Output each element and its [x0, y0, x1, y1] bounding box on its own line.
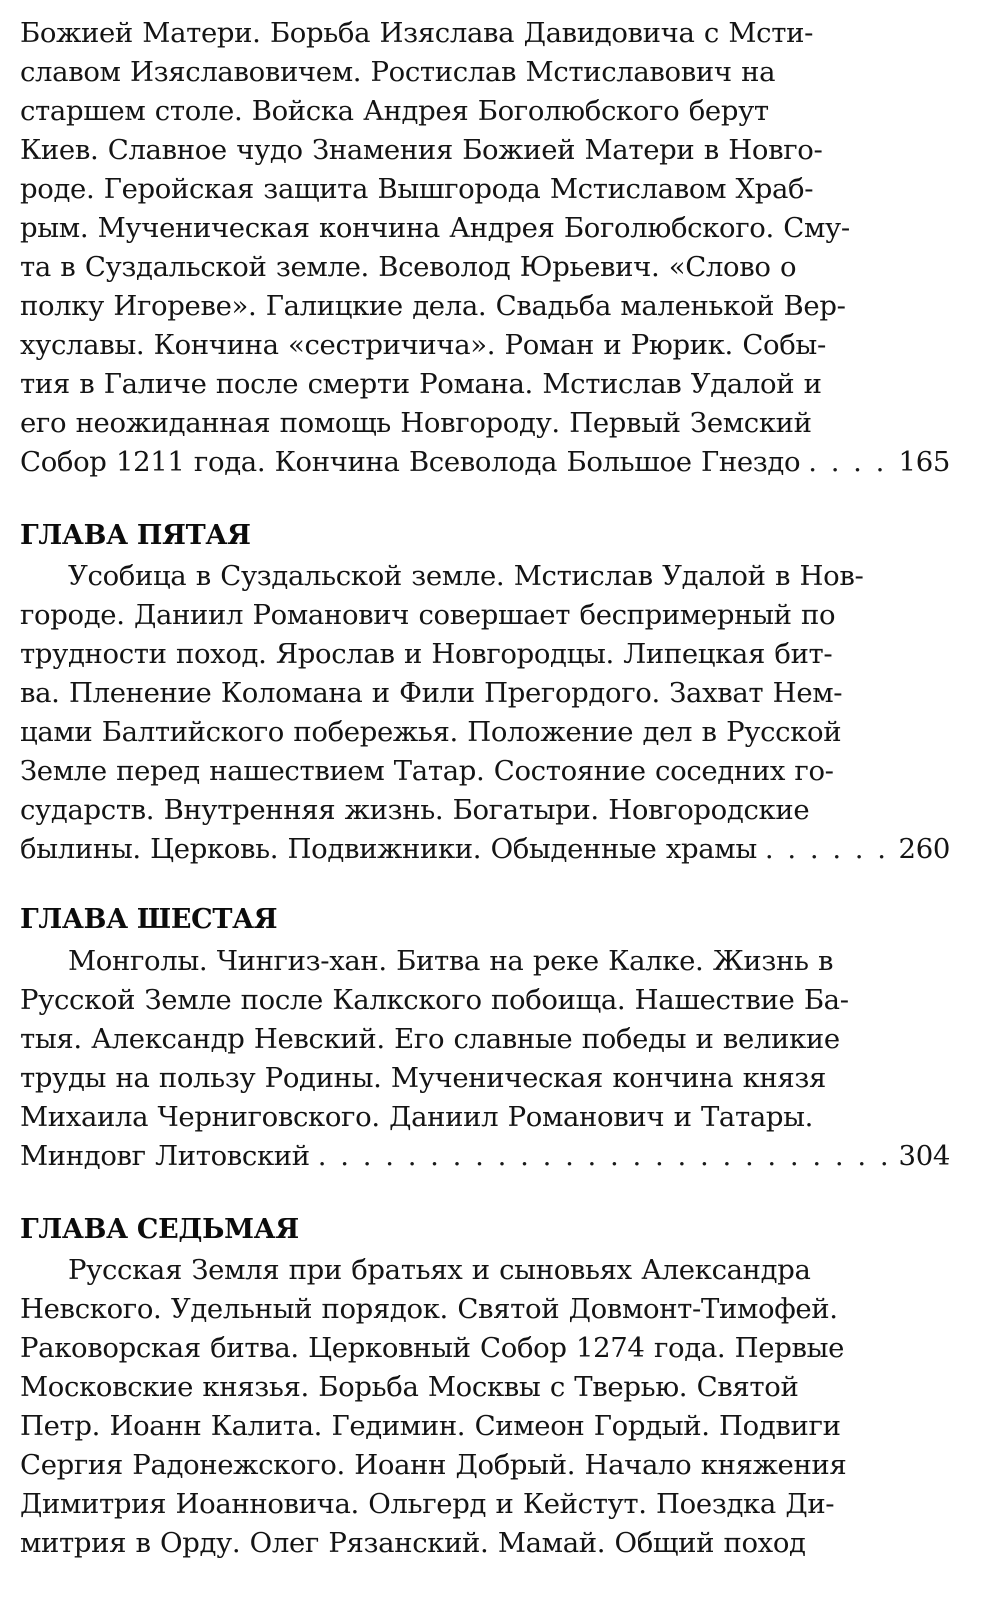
toc-text-line: былины. Церковь. Подвижники. Обыденные храмы	[20, 833, 757, 865]
toc-entry-last-line	[20, 830, 950, 868]
page-number: 260	[898, 833, 950, 865]
toc-text-line: Монголы. Чингиз-хан. Битва на реке Калке. Жизнь в	[68, 945, 834, 977]
toc-text-line: Собор 1211 года. Кончина Всеволода Большое Гнездо	[20, 446, 801, 478]
toc-text-line: его неожиданная помощь Новгороду. Первый Земский	[20, 407, 812, 439]
toc-text-line: цами Балтийского побережья. Положение дел в Русской	[20, 716, 842, 748]
toc-text-line: ва. Пленение Коломана и Фили Прегордого. Захват Нем-	[20, 677, 843, 709]
toc-text-line: городе. Даниил Романович совершает беспримерный по	[20, 599, 836, 631]
toc-entry-last-line	[20, 1137, 950, 1175]
page-number: 165	[898, 446, 950, 478]
dot-leader	[310, 1137, 899, 1175]
toc-text-line: славом Изяславовичем. Ростислав Мстиславович на	[20, 56, 776, 88]
toc-text-line: Усобица в Суздальской земле. Мстислав Удалой в Нов-	[68, 560, 864, 592]
toc-text-line: тыя. Александр Невский. Его славные победы и великие	[20, 1023, 840, 1055]
chapter-heading: ГЛАВА ПЯТАЯ	[20, 520, 251, 551]
toc-text-line: труды на пользу Родины. Мученическая кончина князя	[20, 1062, 827, 1094]
toc-text-line: Михаила Черниговского. Даниил Романович и Татары.	[20, 1101, 814, 1133]
toc-text-line: Петр. Иоанн Калита. Гедимин. Симеон Гордый. Подвиги	[20, 1410, 841, 1442]
toc-text-line: сударств. Внутренняя жизнь. Богатыри. Новгородские	[20, 794, 810, 826]
toc-text-line: Божией Матери. Борьба Изяслава Давидовича с Мсти-	[20, 17, 814, 49]
toc-text-line: Киев. Славное чудо Знамения Божией Матери в Новго-	[20, 134, 823, 166]
toc-text-line: Димитрия Иоанновича. Ольгерд и Кейстут. Поездка Ди-	[20, 1488, 835, 1520]
toc-text-line: митрия в Орду. Олег Рязанский. Мамай. Общий поход	[20, 1527, 806, 1559]
toc-text-line: трудности поход. Ярослав и Новгородцы. Липецкая бит-	[20, 638, 833, 670]
toc-entry-last-line	[20, 443, 950, 481]
toc-text-line: роде. Геройская защита Вышгорода Мстиславом Храб-	[20, 173, 814, 205]
toc-text-line: тия в Галиче после смерти Романа. Мстислав Удалой и	[20, 368, 822, 400]
toc-text-line: Земле перед нашествием Татар. Состояние соседних го-	[20, 755, 834, 787]
toc-text-line: Миндовг Литовский	[20, 1140, 310, 1172]
toc-text-line: хуславы. Кончина «сестричича». Роман и Рюрик. Собы-	[20, 329, 826, 361]
dot-leader	[800, 443, 898, 481]
toc-text-line: Московские князья. Борьба Москвы с Тверью. Святой	[20, 1371, 799, 1403]
toc-text-line: рым. Мученическая кончина Андрея Боголюбского. Сму-	[20, 212, 850, 244]
toc-text-line: та в Суздальской земле. Всеволод Юрьевич. «Слово о	[20, 251, 797, 283]
toc-text-line: Русской Земле после Калкского побоища. Нашествие Ба-	[20, 984, 849, 1016]
page-number: 304	[898, 1140, 950, 1172]
chapter-heading: ГЛАВА СЕДЬМАЯ	[20, 1214, 299, 1245]
toc-text-line: Раковорская битва. Церковный Собор 1274 года. Первые	[20, 1332, 845, 1364]
toc-text-line: старшем столе. Войска Андрея Боголюбского берут	[20, 95, 769, 127]
toc-text-line: полку Игореве». Галицкие дела. Свадьба маленькой Вер-	[20, 290, 846, 322]
toc-text-line: Невского. Удельный порядок. Святой Довмонт-Тимофей.	[20, 1293, 838, 1325]
toc-text-line: Русская Земля при братьях и сыновьях Александра	[68, 1254, 811, 1286]
toc-text-line: Сергия Радонежского. Иоанн Добрый. Начало княжения	[20, 1449, 847, 1481]
dot-leader	[757, 830, 899, 868]
chapter-heading: ГЛАВА ШЕСТАЯ	[20, 904, 278, 935]
